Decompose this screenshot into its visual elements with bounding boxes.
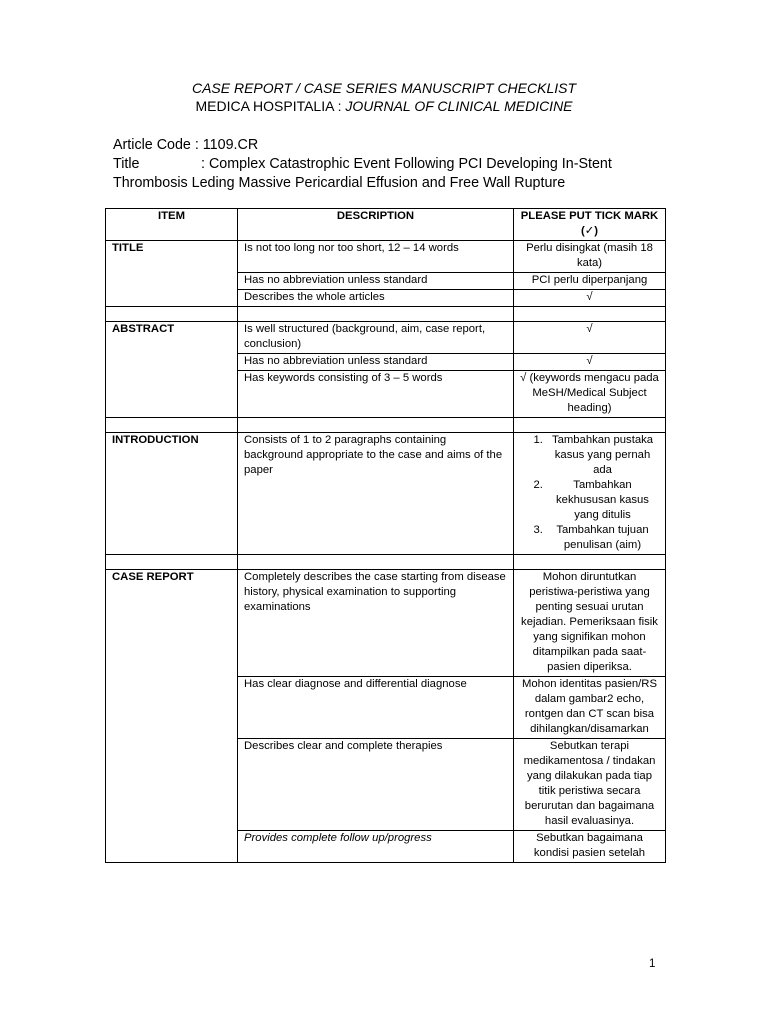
list-item: 2. Tambahkan kekhususan kasus yang ditulis <box>546 478 659 523</box>
table-row <box>106 322 666 354</box>
table-row <box>106 433 666 555</box>
header-item: ITEM <box>106 209 238 241</box>
tick-cell: Mohon diruntutkan peristiwa-peristiwa yang penting sesuai urutan kejadian. Pemeriksaan fisik yang signifikan mohon ditampilkan pada saat-pasien diperiksa. <box>514 570 666 677</box>
description-cell: Has no abbreviation unless standard <box>238 273 514 290</box>
tick-cell <box>514 433 666 555</box>
item-abstract: ABSTRACT <box>106 322 238 418</box>
title-value: : Complex Catastrophic Event Following PCI Developing In-Stent Thrombosis Leding Massive Pericardial Effusion and Free Wall Rupture <box>113 156 612 191</box>
spacer-row <box>106 418 666 433</box>
tick-cell: PCI perlu diperpanjang <box>514 273 666 290</box>
article-code: Article Code : 1109.CR <box>113 137 259 153</box>
tick-cell: Sebutkan terapi medikamentosa / tindakan yang dilakukan pada tiap titik peristiwa secara berurutan dan bagaimana hasil evaluasinya. <box>514 739 666 831</box>
description-cell: Describes the whole articles <box>238 290 514 307</box>
tick-cell: √ <box>514 354 666 371</box>
tick-cell: Sebutkan bagaimana kondisi pasien setelah <box>514 831 666 863</box>
description-cell: Has clear diagnose and differential diagnose <box>238 677 514 739</box>
table-header-row <box>106 209 666 241</box>
description-cell: Has keywords consisting of 3 – 5 words <box>238 371 514 418</box>
tick-cell: Perlu disingkat (masih 18 kata) <box>514 241 666 273</box>
description-cell: Consists of 1 to 2 paragraphs containing background appropriate to the case and aims of the paper <box>238 433 514 555</box>
list-item: 1. Tambahkan pustaka kasus yang pernah ada <box>546 433 659 478</box>
description-cell: Is not too long nor too short, 12 – 14 words <box>238 241 514 273</box>
description-cell: Provides complete follow up/progress <box>238 831 514 863</box>
intro-feedback-list <box>520 433 659 553</box>
table-row <box>106 570 666 677</box>
page-number: 1 <box>649 958 656 970</box>
document-title: CASE REPORT / CASE SERIES MANUSCRIPT CHECKLIST <box>191 80 577 96</box>
journal-title: JOURNAL OF CLINICAL MEDICINE <box>345 98 573 114</box>
list-item: 3. Tambahkan tujuan penulisan (aim) <box>546 523 659 553</box>
item-case-report: CASE REPORT <box>106 570 238 863</box>
journal-prefix: MEDICA HOSPITALIA : <box>195 98 346 114</box>
spacer-row <box>106 307 666 322</box>
item-title: TITLE <box>106 241 238 307</box>
description-cell: Is well structured (background, aim, case report, conclusion) <box>238 322 514 354</box>
article-title <box>113 155 653 193</box>
description-cell: Has no abbreviation unless standard <box>238 354 514 371</box>
table-row <box>106 241 666 273</box>
title-label: Title <box>113 156 140 172</box>
description-cell: Completely describes the case starting from disease history, physical examination to supporting examinations <box>238 570 514 677</box>
description-cell: Describes clear and complete therapies <box>238 739 514 831</box>
item-introduction: INTRODUCTION <box>106 433 238 555</box>
tick-cell: √ (keywords mengacu pada MeSH/Medical Subject heading) <box>514 371 666 418</box>
tick-cell: Mohon identitas pasien/RS dalam gambar2 echo, rontgen dan CT scan bisa dihilangkan/disamarkan <box>514 677 666 739</box>
header-tick: PLEASE PUT TICK MARK (✓) <box>514 209 666 241</box>
journal-name <box>0 98 768 114</box>
checklist-table <box>105 208 666 863</box>
tick-cell: √ <box>514 290 666 307</box>
header-description: DESCRIPTION <box>238 209 514 241</box>
tick-cell: √ <box>514 322 666 354</box>
spacer-row <box>106 555 666 570</box>
